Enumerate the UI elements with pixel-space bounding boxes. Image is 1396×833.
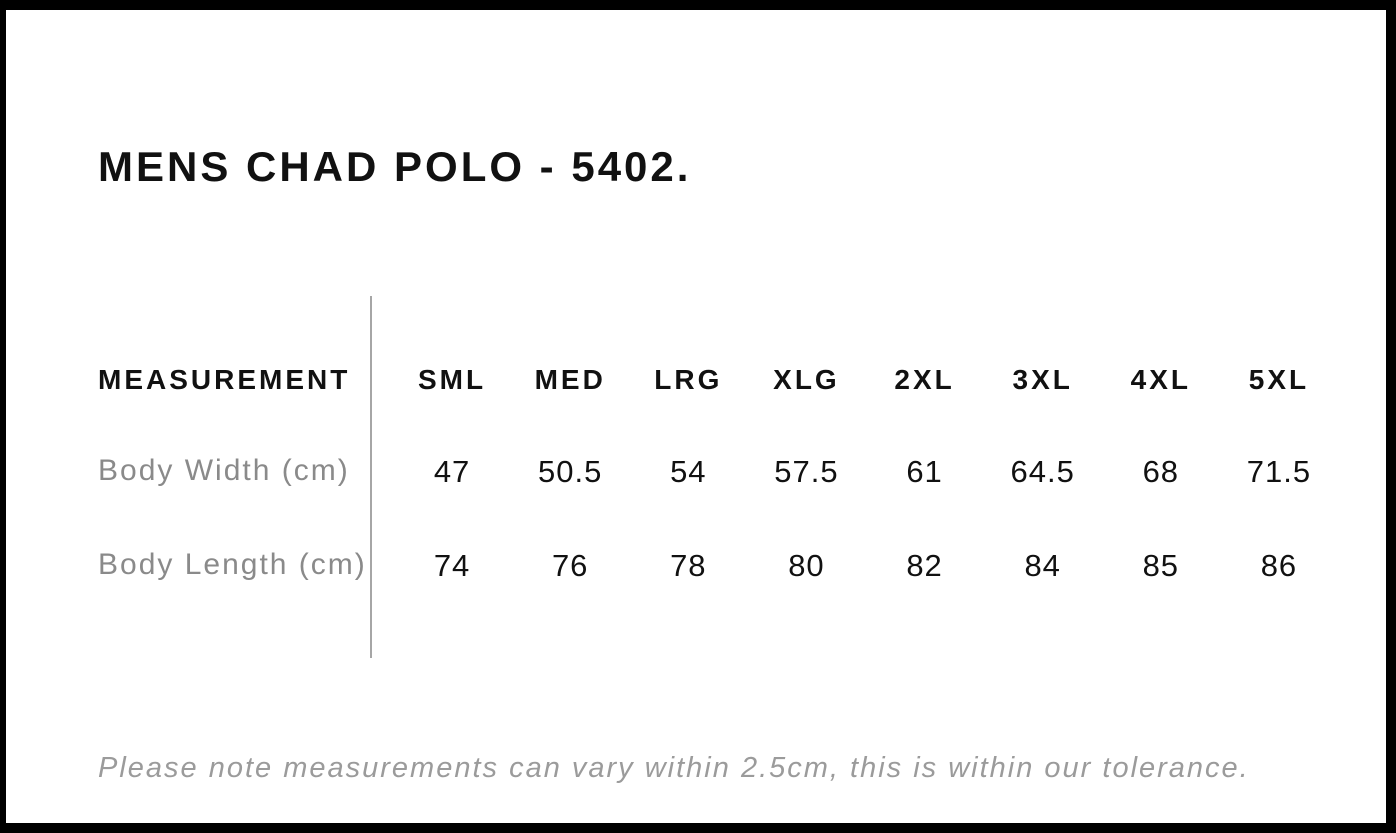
table-row-body-length (98, 545, 1338, 585)
body-width-5xl: 71.5 (1246, 453, 1312, 489)
body-length-5xl: 86 (1260, 547, 1298, 583)
size-column-header-med: MED (534, 364, 606, 395)
tolerance-note: Please note measurements can vary within 2.5cm, this is within our tolerance. (98, 752, 1250, 784)
body-length-4xl: 85 (1142, 547, 1180, 583)
size-column-header-5xl: 5XL (1248, 364, 1310, 395)
body-length-med: 76 (551, 547, 589, 583)
size-column-header-4xl: 4XL (1130, 364, 1191, 395)
body-length-3xl: 84 (1024, 547, 1061, 583)
row-label-body-width: Body Width (cm) (98, 454, 350, 487)
page-title: MENS CHAD POLO - 5402. (98, 143, 692, 191)
row-label-body-length: Body Length (cm) (98, 548, 367, 581)
size-column-header-3xl: 3XL (1012, 364, 1073, 395)
body-width-sml: 47 (433, 453, 471, 489)
table-row-body-width (98, 451, 1338, 491)
body-width-med: 50.5 (538, 453, 603, 489)
body-length-xlg: 80 (788, 547, 825, 583)
body-width-3xl: 64.5 (1010, 453, 1075, 489)
size-column-header-xlg: XLG (773, 364, 840, 395)
body-width-xlg: 57.5 (774, 453, 839, 489)
body-width-2xl: 61 (906, 453, 943, 489)
body-length-sml: 74 (433, 547, 471, 583)
table-header-row (98, 360, 1338, 400)
size-column-header-2xl: 2XL (894, 364, 955, 395)
size-column-header-sml: SML (418, 364, 487, 395)
size-column-header-lrg: LRG (654, 364, 723, 395)
measurement-column-header: MEASUREMENT (98, 364, 351, 395)
body-length-lrg: 78 (670, 547, 707, 583)
body-width-4xl: 68 (1142, 453, 1180, 489)
body-width-lrg: 54 (670, 453, 707, 489)
body-length-2xl: 82 (906, 547, 943, 583)
